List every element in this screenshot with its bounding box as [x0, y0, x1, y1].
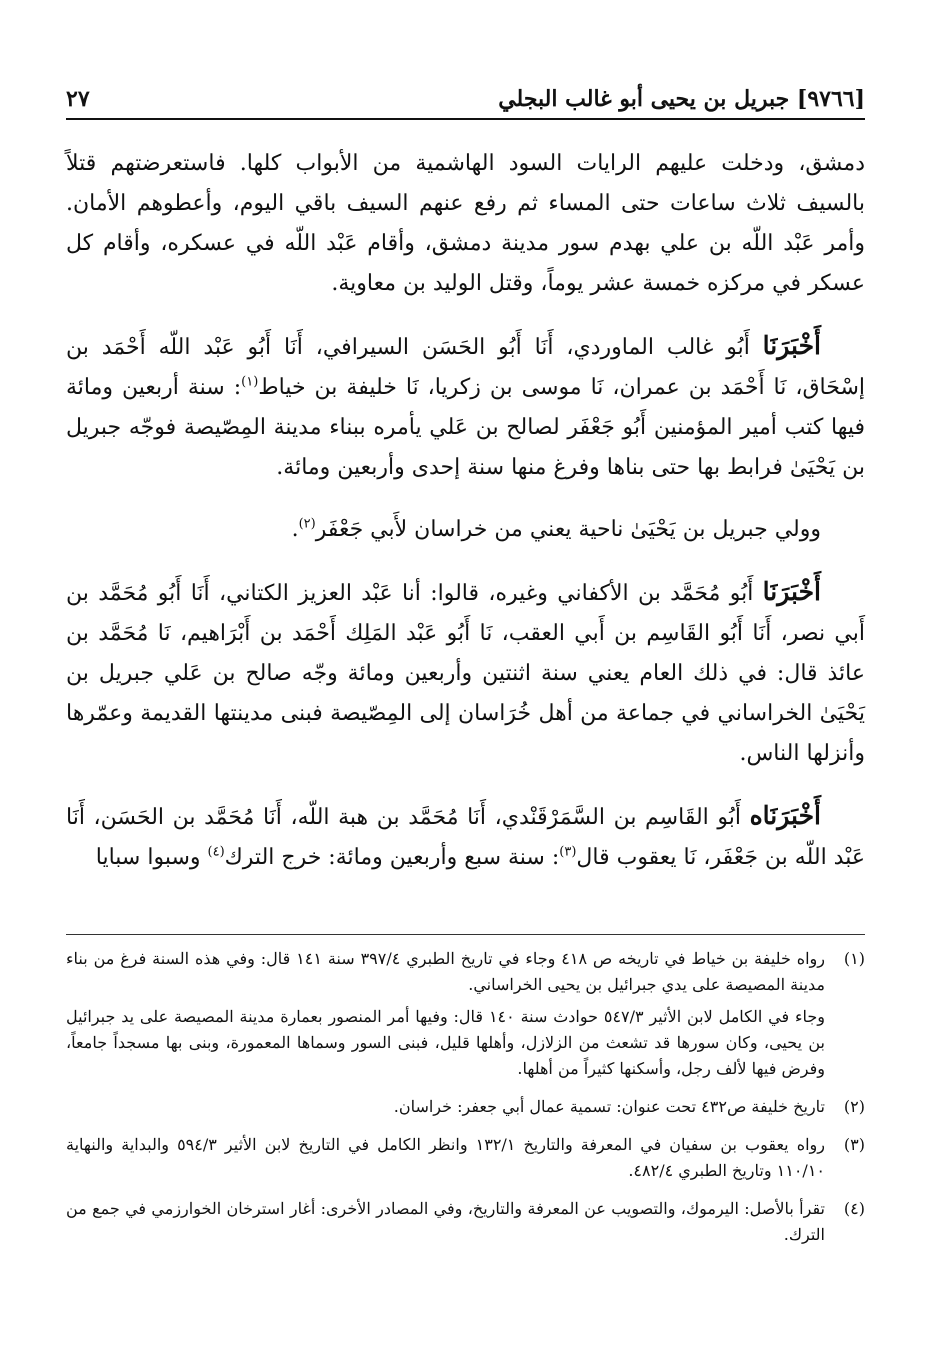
footnote-text: وجاء في الكامل لابن الأثير ٥٤٧/٣ حوادث سنة ١٤٠ قال: وفيها أمر المنصور بعمارة مدينة المصيصة على يد جبرائيل بن يحيى، وكان سورها قد تشعث من الزلازل، وأهلها قليل، فبنى السور وسماها المعمورة، وبنى بها مسجداً جامعاً، وفرض فيها لألف رجل، وأسكنها كثيراً من أهلها.	[66, 1007, 826, 1078]
paragraph-3	[66, 510, 865, 550]
footnote-number: (٤)	[843, 1199, 865, 1218]
footnote-ref-4: (٤)	[207, 844, 225, 860]
paragraph-3-text-b: .	[291, 517, 299, 542]
footnote-ref-1: (١)	[241, 374, 259, 390]
footnote-1	[66, 946, 865, 1082]
paragraph-2-text-b: : سنة أربعين ومائة فيها كتب أمير المؤمنين أَبُو جَعْفَر لصالح بن عَلي يأمره ببناء مدينة المِصّيصة فوجّه جبريل بن يَحْيَىٰ فرابط بها حتى بناها وفرغ منها سنة إحدى وأربعين ومائة.	[66, 375, 865, 480]
paragraph-1-text: دمشق، ودخلت عليهم الرايات السود الهاشمية من الأبواب كلها. فاستعرضتهم قتلاً بالسيف ثلاث ساعات حتى المساء ثم رفع عنهم السيف باقي اليوم، وأعطوهم الأمان. وأمر عَبْد اللّه بن علي بهدم سور مدينة دمشق، وأقام عَبْد اللّه في عسكره، وأقام كل عسكر في مركزه خمسة عشر يوماً، وقتل الوليد بن معاوية.	[66, 151, 865, 296]
footnote-3	[66, 1132, 865, 1184]
footnote-4	[66, 1196, 865, 1248]
footnote-text: تاريخ خليفة ص٤٣٢ تحت عنوان: تسمية عمال أبي جعفر: خراسان.	[393, 1097, 825, 1116]
paragraph-4	[66, 572, 865, 774]
header-title: [٩٧٦٦] جبريل بن يحيى أبو غالب البجلي	[498, 86, 865, 112]
running-header	[66, 84, 865, 120]
footnote-text: تقرأ بالأصل: اليرموك، والتصويب عن المعرفة والتاريخ، وفي المصادر الأخرى: أغار استرخان الخوارزمي في جمع من الترك.	[66, 1199, 825, 1244]
paragraph-2	[66, 326, 865, 488]
footnote-ref-2: (٢)	[298, 516, 316, 532]
footnotes	[66, 946, 865, 1260]
paragraph-4-text: أَبُو مُحَمَّد بن الأكفاني وغيره، قالوا: أنا عَبْد العزيز الكتاني، أَنَا أَبُو مُحَمَّد بن أَبي نصر، أَنَا أَبُو القَاسِم بن أَبي العقب، نَا أَبُو عَبْد المَلِك أَحْمَد بن أَبْرَاهيم، نَا مُحَمَّد بن عائذ قال: في ذلك العام يعني سنة اثنتين وأربعين ومائة وجّه صالح بن عَلي جبريل بن يَحْيَىٰ الخراساني في جماعة من أهل خُرَاسان إلى المِصّيصة فبنى مدينتها القديمة وعمّرها وأنزلها الناس.	[66, 581, 865, 766]
isnad-keyword: أَخْبَرَنَاه	[749, 801, 821, 830]
isnad-keyword: أَخْبَرَنَا	[762, 331, 821, 360]
footnote-number: (١)	[843, 949, 865, 968]
footnote-number: (٣)	[843, 1135, 865, 1154]
paragraph-2-text-a: أَبُو غالب الماوردي، أَنَا أَبُو الحَسَن السيرافي، أَنَا أَبُو عَبْد اللّه أَحْمَد بن إسْحَاق، نَا أَحْمَد بن عمران، نَا موسى بن زكريا، نَا خليفة بن خياط	[66, 335, 865, 400]
page-number: ٢٧	[66, 86, 90, 112]
paragraph-3-text-a: وولي جبريل بن يَحْيَىٰ ناحية يعني من خراسان لأَبي جَعْفَر	[315, 517, 821, 542]
footnote-text: رواه خليفة بن خياط في تاريخه ص ٤١٨ وجاء في تاريخ الطبري ٣٩٧/٤ سنة ١٤١ قال: وفي هذه السنة فرغ من بناء مدينة المصيصة على يدي جبرائيل بن يحيى الخراساني.	[66, 949, 826, 994]
paragraph-5-text-a: أَبُو القَاسِم بن السَّمَرْقَنْدي، أَنَا مُحَمَّد بن هبة اللّه، أَنَا مُحَمَّد بن الحَسَن، أَنَا عَبْد اللّه بن جَعْفَر، نَا يعقوب قال	[66, 805, 865, 870]
paragraph-5-text-b: : سنة سبع وأربعين ومائة: خرج الترك	[224, 845, 560, 870]
paragraph-5-text-c: وسبوا سبايا	[95, 845, 208, 870]
header-rule	[66, 118, 865, 120]
footnote-number: (٢)	[843, 1097, 865, 1116]
footnote-text: رواه يعقوب بن سفيان في المعرفة والتاريخ ١٣٢/١ وانظر الكامل في التاريخ لابن الأثير ٥٩٤/٣ والبداية والنهاية ١١٠/١٠ وتاريخ الطبري ٤٨٢/٤.	[66, 1135, 825, 1180]
footnote-2	[66, 1094, 865, 1120]
footnote-ref-3: (٣)	[559, 844, 577, 860]
paragraph-5	[66, 796, 865, 878]
isnad-keyword: أَخْبَرَنَا	[762, 577, 821, 606]
main-text	[66, 144, 865, 900]
footnote-rule	[66, 934, 865, 935]
paragraph-1	[66, 144, 865, 304]
